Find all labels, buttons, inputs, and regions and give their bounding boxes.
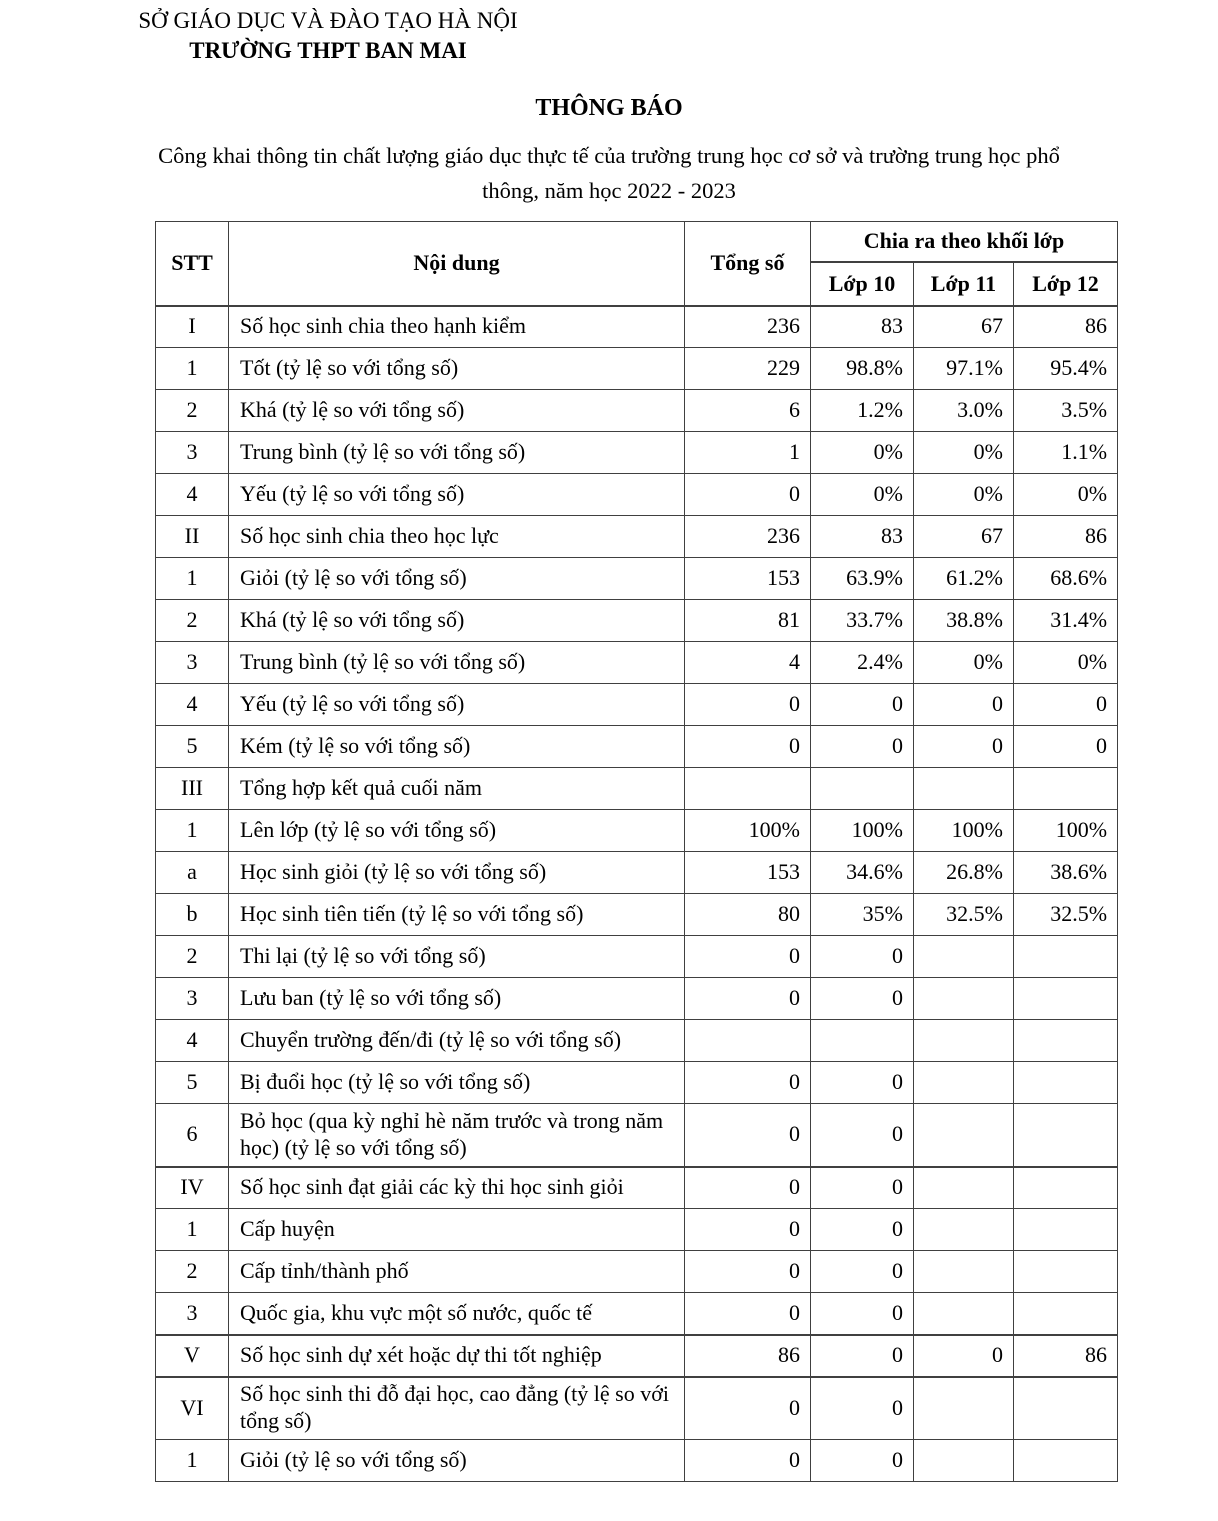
grade10-cell: 0	[811, 1293, 914, 1335]
grade10-cell: 0	[811, 978, 914, 1020]
grade11-cell	[914, 1440, 1014, 1482]
grade11-cell	[914, 1251, 1014, 1293]
grade12-cell: 0	[1014, 726, 1118, 768]
total-cell: 86	[685, 1335, 811, 1377]
grade11-cell: 67	[914, 516, 1014, 558]
stt-cell: V	[156, 1335, 229, 1377]
notice-subtitle	[0, 138, 1218, 208]
header-stt: STT	[156, 222, 229, 306]
grade10-cell: 0	[811, 1335, 914, 1377]
stt-cell: 1	[156, 348, 229, 390]
grade11-cell	[914, 1377, 1014, 1440]
header-grade12: Lớp 12	[1014, 262, 1118, 306]
grade10-cell: 0	[811, 1377, 914, 1440]
content-cell: Số học sinh chia theo hạnh kiểm	[229, 306, 685, 348]
table-header	[156, 222, 1118, 306]
grade11-cell: 0	[914, 1335, 1014, 1377]
content-cell: Khá (tỷ lệ so với tổng số)	[229, 600, 685, 642]
grade10-cell	[811, 1020, 914, 1062]
table-row	[156, 894, 1118, 936]
section-row	[156, 1335, 1118, 1377]
grade11-cell: 0%	[914, 432, 1014, 474]
grade10-cell: 33.7%	[811, 600, 914, 642]
content-cell: Số học sinh chia theo học lực	[229, 516, 685, 558]
header-content: Nội dung	[229, 222, 685, 306]
grade11-cell	[914, 1167, 1014, 1209]
stt-cell: 3	[156, 642, 229, 684]
table-row	[156, 600, 1118, 642]
stt-cell: 1	[156, 810, 229, 852]
total-cell: 81	[685, 600, 811, 642]
grade10-cell: 34.6%	[811, 852, 914, 894]
content-cell: Chuyển trường đến/đi (tỷ lệ so với tổng số)	[229, 1020, 685, 1062]
total-cell: 236	[685, 516, 811, 558]
content-cell: Tốt (tỷ lệ so với tổng số)	[229, 348, 685, 390]
content-cell: Số học sinh đạt giải các kỳ thi học sinh giỏi	[229, 1167, 685, 1209]
table-row	[156, 726, 1118, 768]
table-row	[156, 390, 1118, 432]
grade11-cell	[914, 1209, 1014, 1251]
total-cell: 229	[685, 348, 811, 390]
grade10-cell: 1.2%	[811, 390, 914, 432]
total-cell: 1	[685, 432, 811, 474]
grade12-cell: 38.6%	[1014, 852, 1118, 894]
grade12-cell: 86	[1014, 516, 1118, 558]
table-body	[156, 306, 1118, 1482]
department-name: SỞ GIÁO DỤC VÀ ĐÀO TẠO HÀ NỘI	[138, 8, 518, 33]
content-cell: Thi lại (tỷ lệ so với tổng số)	[229, 936, 685, 978]
stt-cell: 4	[156, 684, 229, 726]
grade11-cell: 38.8%	[914, 600, 1014, 642]
grade11-cell	[914, 768, 1014, 810]
content-cell: Cấp huyện	[229, 1209, 685, 1251]
table-row	[156, 936, 1118, 978]
grade10-cell: 0	[811, 726, 914, 768]
stt-cell: II	[156, 516, 229, 558]
table-row	[156, 1293, 1118, 1335]
stt-cell: 5	[156, 726, 229, 768]
content-cell: Kém (tỷ lệ so với tổng số)	[229, 726, 685, 768]
content-cell: Học sinh giỏi (tỷ lệ so với tổng số)	[229, 852, 685, 894]
stt-cell: VI	[156, 1377, 229, 1440]
grade10-cell	[811, 768, 914, 810]
grade11-cell: 0%	[914, 474, 1014, 516]
total-cell	[685, 768, 811, 810]
grade10-cell: 0	[811, 1440, 914, 1482]
total-cell: 0	[685, 1377, 811, 1440]
grade10-cell: 35%	[811, 894, 914, 936]
grade12-cell	[1014, 1209, 1118, 1251]
quality-table	[155, 221, 1118, 1482]
content-cell: Trung bình (tỷ lệ so với tổng số)	[229, 432, 685, 474]
table-row	[156, 1104, 1118, 1167]
grade12-cell: 32.5%	[1014, 894, 1118, 936]
grade10-cell: 0%	[811, 474, 914, 516]
grade11-cell: 61.2%	[914, 558, 1014, 600]
total-cell: 0	[685, 1209, 811, 1251]
grade10-cell: 0	[811, 1104, 914, 1167]
stt-cell: a	[156, 852, 229, 894]
grade11-cell	[914, 936, 1014, 978]
stt-cell: IV	[156, 1167, 229, 1209]
notice-subtitle-line2: thông, năm học 2022 - 2023	[482, 178, 736, 203]
header-grade10: Lớp 10	[811, 262, 914, 306]
grade11-cell: 97.1%	[914, 348, 1014, 390]
table-row	[156, 684, 1118, 726]
content-cell: Số học sinh thi đỗ đại học, cao đẳng (tỷ lệ so với tổng số)	[229, 1377, 685, 1440]
stt-cell: 3	[156, 978, 229, 1020]
grade10-cell: 98.8%	[811, 348, 914, 390]
grade12-cell: 86	[1014, 1335, 1118, 1377]
content-cell: Yếu (tỷ lệ so với tổng số)	[229, 474, 685, 516]
total-cell	[685, 1020, 811, 1062]
grade10-cell: 100%	[811, 810, 914, 852]
grade11-cell: 100%	[914, 810, 1014, 852]
total-cell: 153	[685, 558, 811, 600]
content-cell: Quốc gia, khu vực một số nước, quốc tế	[229, 1293, 685, 1335]
section-row	[156, 1167, 1118, 1209]
table-row	[156, 558, 1118, 600]
grade10-cell: 83	[811, 306, 914, 348]
content-cell: Học sinh tiên tiến (tỷ lệ so với tổng số)	[229, 894, 685, 936]
grade10-cell: 0	[811, 936, 914, 978]
grade12-cell: 0%	[1014, 642, 1118, 684]
stt-cell: 4	[156, 474, 229, 516]
total-cell: 0	[685, 1062, 811, 1104]
grade12-cell	[1014, 1377, 1118, 1440]
grade10-cell: 0	[811, 1209, 914, 1251]
grade11-cell: 0	[914, 726, 1014, 768]
content-cell: Khá (tỷ lệ so với tổng số)	[229, 390, 685, 432]
grade12-cell	[1014, 1167, 1118, 1209]
grade12-cell	[1014, 1062, 1118, 1104]
school-name: TRƯỜNG THPT BAN MAI	[189, 38, 467, 63]
grade12-cell: 0	[1014, 684, 1118, 726]
grade12-cell	[1014, 978, 1118, 1020]
grade12-cell	[1014, 1251, 1118, 1293]
stt-cell: 1	[156, 1440, 229, 1482]
grade11-cell	[914, 1293, 1014, 1335]
total-cell: 236	[685, 306, 811, 348]
total-cell: 0	[685, 684, 811, 726]
grade12-cell: 31.4%	[1014, 600, 1118, 642]
section-row	[156, 1377, 1118, 1440]
grade10-cell: 0	[811, 1251, 914, 1293]
header-grade11: Lớp 11	[914, 262, 1014, 306]
stt-cell: 3	[156, 1293, 229, 1335]
grade10-cell: 0	[811, 684, 914, 726]
content-cell: Bỏ học (qua kỳ nghỉ hè năm trước và trong năm học) (tỷ lệ so với tổng số)	[229, 1104, 685, 1167]
grade12-cell: 68.6%	[1014, 558, 1118, 600]
grade12-cell: 1.1%	[1014, 432, 1118, 474]
table-row	[156, 1209, 1118, 1251]
grade10-cell: 0	[811, 1167, 914, 1209]
grade11-cell	[914, 1020, 1014, 1062]
stt-cell: 3	[156, 432, 229, 474]
grade11-cell: 0%	[914, 642, 1014, 684]
grade12-cell: 86	[1014, 306, 1118, 348]
letterhead	[108, 6, 548, 66]
content-cell: Lên lớp (tỷ lệ so với tổng số)	[229, 810, 685, 852]
content-cell: Cấp tỉnh/thành phố	[229, 1251, 685, 1293]
table-row	[156, 978, 1118, 1020]
grade12-cell	[1014, 936, 1118, 978]
table-row	[156, 852, 1118, 894]
grade10-cell: 0	[811, 1062, 914, 1104]
total-cell: 0	[685, 1293, 811, 1335]
stt-cell: 2	[156, 1251, 229, 1293]
grade12-cell	[1014, 1293, 1118, 1335]
total-cell: 0	[685, 726, 811, 768]
stt-cell: 1	[156, 1209, 229, 1251]
grade12-cell: 95.4%	[1014, 348, 1118, 390]
table-row	[156, 1020, 1118, 1062]
total-cell: 153	[685, 852, 811, 894]
grade11-cell: 67	[914, 306, 1014, 348]
table-row	[156, 348, 1118, 390]
total-cell: 4	[685, 642, 811, 684]
content-cell: Trung bình (tỷ lệ so với tổng số)	[229, 642, 685, 684]
grade12-cell	[1014, 1440, 1118, 1482]
header-group: Chia ra theo khối lớp	[811, 222, 1118, 262]
table-row	[156, 810, 1118, 852]
content-cell: Lưu ban (tỷ lệ so với tổng số)	[229, 978, 685, 1020]
stt-cell: I	[156, 306, 229, 348]
table-row	[156, 642, 1118, 684]
stt-cell: III	[156, 768, 229, 810]
grade11-cell	[914, 1062, 1014, 1104]
table-row	[156, 1440, 1118, 1482]
grade10-cell: 0%	[811, 432, 914, 474]
grade12-cell: 100%	[1014, 810, 1118, 852]
grade10-cell: 83	[811, 516, 914, 558]
grade11-cell: 3.0%	[914, 390, 1014, 432]
content-cell: Yếu (tỷ lệ so với tổng số)	[229, 684, 685, 726]
grade12-cell: 0%	[1014, 474, 1118, 516]
grade11-cell	[914, 1104, 1014, 1167]
content-cell: Số học sinh dự xét hoặc dự thi tốt nghiệp	[229, 1335, 685, 1377]
stt-cell: 5	[156, 1062, 229, 1104]
total-cell: 0	[685, 1104, 811, 1167]
section-row	[156, 306, 1118, 348]
header-row-top	[156, 222, 1118, 262]
content-cell: Giỏi (tỷ lệ so với tổng số)	[229, 558, 685, 600]
total-cell: 6	[685, 390, 811, 432]
section-row	[156, 768, 1118, 810]
grade12-cell	[1014, 1020, 1118, 1062]
total-cell: 0	[685, 978, 811, 1020]
total-cell: 80	[685, 894, 811, 936]
table-row	[156, 432, 1118, 474]
total-cell: 0	[685, 936, 811, 978]
header-total: Tổng số	[685, 222, 811, 306]
grade12-cell	[1014, 768, 1118, 810]
content-cell: Bị đuổi học (tỷ lệ so với tổng số)	[229, 1062, 685, 1104]
total-cell: 0	[685, 474, 811, 516]
section-row	[156, 516, 1118, 558]
stt-cell: 6	[156, 1104, 229, 1167]
table-row	[156, 474, 1118, 516]
grade10-cell: 2.4%	[811, 642, 914, 684]
grade11-cell: 26.8%	[914, 852, 1014, 894]
grade12-cell	[1014, 1104, 1118, 1167]
table-row	[156, 1062, 1118, 1104]
grade11-cell	[914, 978, 1014, 1020]
total-cell: 0	[685, 1440, 811, 1482]
stt-cell: b	[156, 894, 229, 936]
notice-subtitle-line1: Công khai thông tin chất lượng giáo dục thực tế của trường trung học cơ sở và trường trung học phổ	[158, 143, 1060, 168]
content-cell: Giỏi (tỷ lệ so với tổng số)	[229, 1440, 685, 1482]
stt-cell: 2	[156, 936, 229, 978]
content-cell: Tổng hợp kết quả cuối năm	[229, 768, 685, 810]
grade10-cell: 63.9%	[811, 558, 914, 600]
stt-cell: 1	[156, 558, 229, 600]
total-cell: 0	[685, 1251, 811, 1293]
table-row	[156, 1251, 1118, 1293]
stt-cell: 4	[156, 1020, 229, 1062]
stt-cell: 2	[156, 600, 229, 642]
grade11-cell: 32.5%	[914, 894, 1014, 936]
notice-title: THÔNG BÁO	[535, 95, 683, 121]
grade12-cell: 3.5%	[1014, 390, 1118, 432]
grade11-cell: 0	[914, 684, 1014, 726]
total-cell: 0	[685, 1167, 811, 1209]
stt-cell: 2	[156, 390, 229, 432]
total-cell: 100%	[685, 810, 811, 852]
